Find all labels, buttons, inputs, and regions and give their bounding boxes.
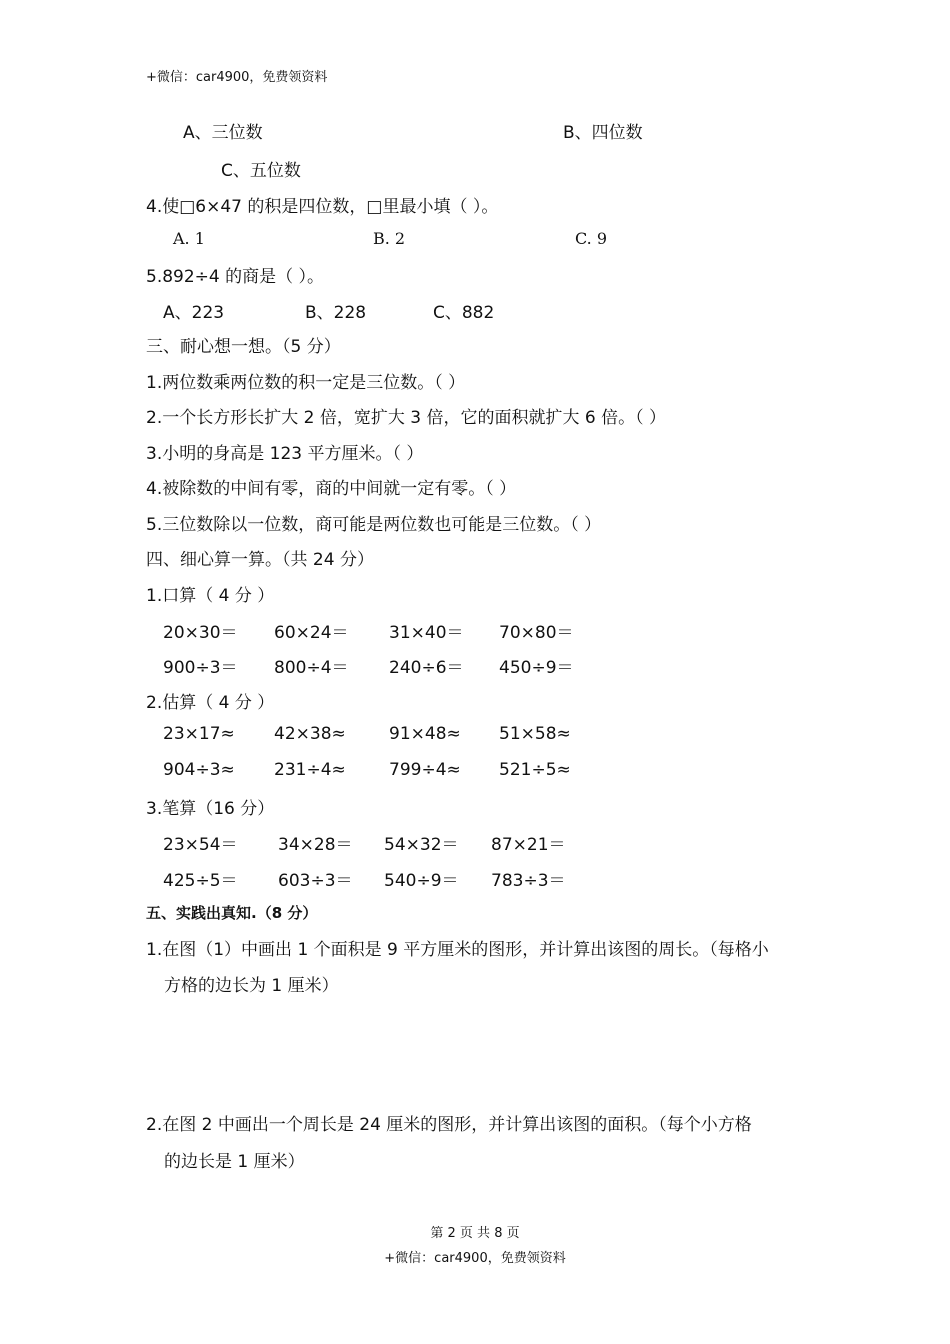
q3-option-b: B、四位数 — [563, 123, 643, 143]
section5-q2-line1: 2.在图 2 中画出一个周长是 24 厘米的图形，并计算出该图的面积。（每个小方格 — [146, 1115, 752, 1135]
q5-option-b: B、228 — [305, 303, 367, 323]
estimate-calc: 51×58≈ — [499, 724, 571, 744]
written-calc: 425÷5＝ — [163, 871, 238, 891]
written-calc: 34×28＝ — [278, 835, 353, 855]
estimate-calc: 904÷3≈ — [163, 760, 235, 780]
section3-item-2: 2.一个长方形长扩大 2 倍，宽扩大 3 倍，它的面积就扩大 6 倍。（ ） — [146, 408, 666, 428]
mental-calc: 240÷6＝ — [389, 658, 464, 678]
q4-option-c: C. 9 — [575, 229, 608, 248]
estimate-calc: 91×48≈ — [389, 724, 461, 744]
section3-item-3: 3.小明的身高是 123 平方厘米。（ ） — [146, 444, 424, 464]
mental-calc: 60×24＝ — [274, 623, 349, 643]
estimate-calc: 521÷5≈ — [499, 760, 571, 780]
page-number: 第 2 页 共 8 页 — [430, 1226, 520, 1241]
q5-option-a: A、223 — [163, 303, 225, 323]
q4-text: 4.使□6×47 的积是四位数，□里最小填（ ）。 — [146, 197, 499, 217]
section3-item-4: 4.被除数的中间有零，商的中间就一定有零。（ ） — [146, 479, 517, 499]
mental-calc: 70×80＝ — [499, 623, 574, 643]
q4-option-b: B. 2 — [373, 229, 406, 248]
part2-title: 2.估算（ 4 分 ） — [146, 693, 275, 713]
mental-calc: 20×30＝ — [163, 623, 238, 643]
estimate-calc: 42×38≈ — [274, 724, 346, 744]
estimate-calc: 799÷4≈ — [389, 760, 461, 780]
written-calc: 87×21＝ — [491, 835, 566, 855]
q4-option-a: A. 1 — [173, 229, 205, 248]
section4-title: 四、细心算一算。（共 24 分） — [146, 550, 374, 570]
estimate-calc: 23×17≈ — [163, 724, 235, 744]
written-calc: 23×54＝ — [163, 835, 238, 855]
section5-title: 五、实践出真知.（8 分） — [146, 904, 318, 922]
part1-title: 1.口算（ 4 分 ） — [146, 586, 275, 606]
section5-q1-line2: 方格的边长为 1 厘米） — [164, 976, 339, 996]
mental-calc: 450÷9＝ — [499, 658, 574, 678]
section5-q1-line1: 1.在图（1）中画出 1 个面积是 9 平方厘米的图形，并计算出该图的周长。（每格小 — [146, 940, 769, 960]
section3-title: 三、耐心想一想。（5 分） — [146, 337, 341, 357]
mental-calc: 900÷3＝ — [163, 658, 238, 678]
written-calc: 540÷9＝ — [384, 871, 459, 891]
estimate-calc: 231÷4≈ — [274, 760, 346, 780]
part3-title: 3.笔算（16 分） — [146, 799, 275, 819]
q5-option-c: C、882 — [433, 303, 495, 323]
written-calc: 603÷3＝ — [278, 871, 353, 891]
section5-q2-line2: 的边长是 1 厘米） — [164, 1152, 305, 1172]
q5-text: 5.892÷4 的商是（ ）。 — [146, 267, 325, 287]
written-calc: 783÷3＝ — [491, 871, 566, 891]
q3-option-c: C、五位数 — [221, 161, 301, 181]
q3-option-a: A、三位数 — [183, 123, 263, 143]
footer-watermark: +微信：car4900，免费领资料 — [384, 1251, 566, 1266]
written-calc: 54×32＝ — [384, 835, 459, 855]
mental-calc: 31×40＝ — [389, 623, 464, 643]
section3-item-1: 1.两位数乘两位数的积一定是三位数。（ ） — [146, 373, 466, 393]
header-watermark: +微信：car4900，免费领资料 — [146, 70, 328, 85]
mental-calc: 800÷4＝ — [274, 658, 349, 678]
section3-item-5: 5.三位数除以一位数，商可能是两位数也可能是三位数。（ ） — [146, 515, 602, 535]
